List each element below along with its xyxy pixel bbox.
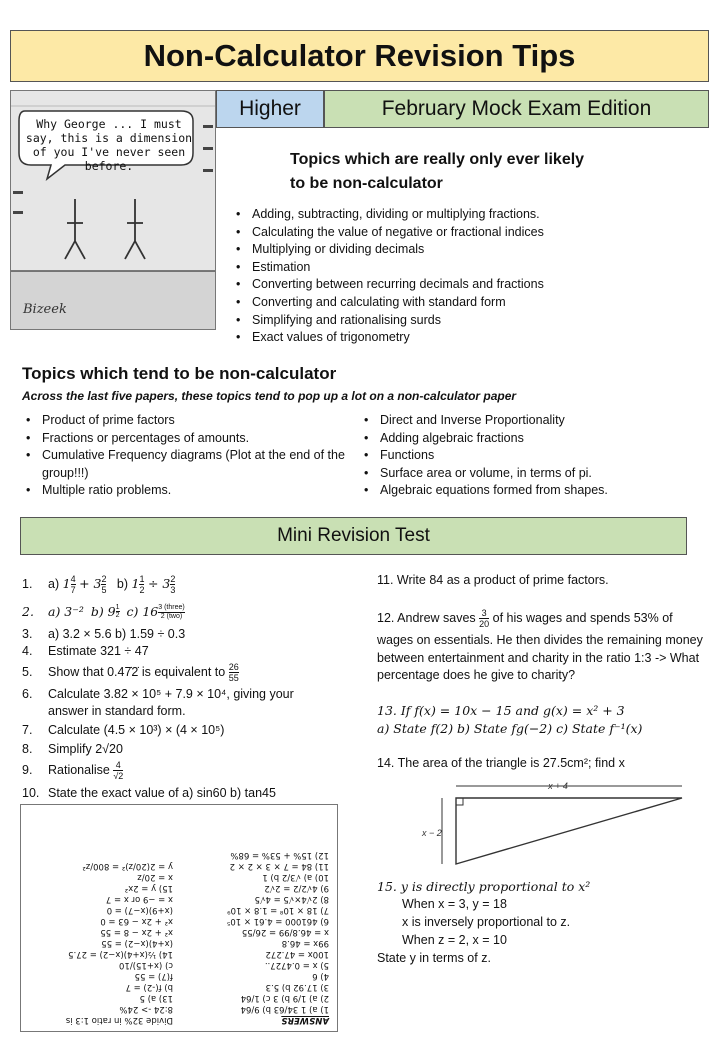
question-13-line-1: 13. If f(x) = 10x − 15 and g(x) = x² + 3 (377, 703, 625, 718)
question-9: 9. Rationalise $\frac{4}{√2}$ (22, 760, 124, 781)
question-11: 11. Write 84 as a product of prime factors. (377, 573, 609, 587)
question-5: 5. Show that 0.47̇2̇ is equivalent to $\frac{26}{55}$ (22, 662, 239, 683)
answer-line: x = 20/z (137, 872, 173, 882)
answers-rotated (21, 805, 337, 1031)
answer-line: (x+4)(x−2) = 55 (101, 938, 173, 948)
tend-non-calc-subheading: Across the last five papers, these topics tend to pop up a lot on a non-calculator paper (22, 389, 517, 403)
list-item: • Surface area or volume, in terms of pi. (360, 465, 710, 483)
mini-test-heading: Mini Revision Test (20, 517, 687, 555)
right-angle-marker (456, 798, 463, 805)
page-title: Non-Calculator Revision Tips (10, 30, 709, 82)
answers-panel (20, 804, 338, 1032)
answer-line: (x+9)(x−7) = 0 (106, 905, 173, 915)
question-15-line-1: 15. y is directly proportional to x² (377, 879, 591, 894)
question-7: 7. Calculate (4.5 × 10³) × (4 × 10⁵) (22, 723, 225, 737)
answer-line: 9) 4√2/2 = 2√2 (264, 883, 329, 893)
list-item: • Converting between recurring decimals and fractions (232, 276, 702, 294)
answer-line: 2) a) 1/9 b) 3 c) 1/64 (240, 993, 329, 1003)
question-12-rest: wages on essentials. He then divides the remaining money between entertainment and charity in the ratio 1:3 -> What percentage does he give to charity? (377, 633, 703, 683)
answer-line: 7) 18 × 10⁸ = 1.8 × 10⁹ (227, 905, 329, 915)
list-item: • Product of prime factors (22, 412, 352, 430)
answer-line: 8) 2√4×√5 = 4√5 (254, 894, 329, 904)
side-dimension-label: x − 2 (422, 828, 442, 838)
list-item: • Multiplying or dividing decimals (232, 241, 702, 259)
question-6-line-2: answer in standard form. (48, 704, 186, 718)
question-15-line-2: When x = 3, y = 18 (402, 897, 507, 911)
question-8: 8. Simplify 2√20 (22, 742, 123, 756)
answers-right-column (23, 860, 173, 1025)
answer-line: 11) 84 = 7 × 3 × 2 × 2 (229, 861, 329, 871)
question-15-line-3: x is inversely proportional to z. (402, 915, 571, 929)
answer-line: 14) ½(x+4)(x−2) = 27.5 (68, 949, 173, 959)
question-15-line-4: When z = 2, x = 10 (402, 933, 507, 947)
question-4: 4. Estimate 321 ÷ 47 (22, 644, 149, 658)
list-item: • Direct and Inverse Proportionality (360, 412, 710, 430)
question-6: 6. Calculate 3.82 × 10⁵ + 7.9 × 10⁴, giving your (22, 687, 294, 701)
tend-right-list (360, 412, 710, 500)
top-dimension-label: x + 4 (548, 781, 568, 791)
answer-line: f(7) = 55 (134, 971, 173, 981)
tend-non-calc-heading: Topics which tend to be non-calculator (22, 364, 337, 383)
answer-line: 3) 17.92 b) 5.3 (265, 982, 329, 992)
list-item: • Exact values of trigonometry (232, 329, 702, 347)
list-item: • Calculating the value of negative or fractional indices (232, 224, 702, 242)
answer-line: x = −9 or x = 7 (105, 894, 173, 904)
question-15-line-5: State y in terms of z. (377, 951, 491, 965)
cartoon-image (10, 90, 216, 330)
triangle-diagram (420, 778, 690, 870)
level-label: Higher (216, 90, 324, 128)
answer-line: c) (x+15)/10 (119, 960, 173, 970)
answer-line: 1) a) 1 34/63 b) 9/64 (240, 1004, 329, 1014)
answers-title: ANSWERS (281, 1015, 329, 1025)
answer-line: 5) x = 0.4727.. (264, 960, 329, 970)
question-13-line-2: a) State f(2) b) State fg(−2) c) State f⁻¹(x) (377, 721, 643, 736)
edition-label: February Mock Exam Edition (324, 90, 709, 128)
list-item: • Simplifying and rationalising surds (232, 312, 702, 330)
only-non-calc-list (232, 206, 702, 347)
answer-line: 6) 461000 = 4.61 × 10⁵ (226, 916, 329, 926)
list-item: • Multiple ratio problems. (22, 482, 352, 500)
list-item: • Adding algebraic fractions (360, 430, 710, 448)
answer-line: 100x = 47.272 (265, 949, 329, 959)
list-item: • Estimation (232, 259, 702, 277)
answer-line: x² + 2x − 63 = 0 (100, 916, 173, 926)
tend-left-list (22, 412, 352, 500)
question-12: 12. Andrew saves $\frac{3}{20}$ of his wages and spends 53% of (377, 608, 673, 629)
triangle-shape (456, 798, 682, 864)
list-item: • Cumulative Frequency diagrams (Plot at the end of the group!!!) (22, 447, 352, 482)
answer-line: 13) a) 5 (139, 993, 173, 1003)
list-item: • Algebraic equations formed from shapes. (360, 482, 710, 500)
answer-line: 12) 15% + 53% = 68% (230, 850, 329, 860)
question-2: 2. a) 3⁻² b) 9 $\frac{1}{2}$ c) 16 3 (three) 2 (two) (22, 604, 185, 620)
answer-line: x = 46.8/99 = 26/55 (241, 927, 329, 937)
answer-line: b) f(-2) = 7 (125, 982, 173, 992)
list-item: • Adding, subtracting, dividing or multiplying fractions. (232, 206, 702, 224)
answer-line: y = 2(20/z)² = 800/z² (82, 861, 173, 871)
question-10: 10. State the exact value of a) sin60 b) tan45 (22, 786, 276, 800)
answer-line: 15) y = 2x² (124, 883, 173, 893)
question-14: 14. The area of the triangle is 27.5cm²; find x (377, 756, 625, 770)
list-item: • Fractions or percentages of amounts. (22, 430, 352, 448)
answer-line: 99x = 46.8 (281, 938, 329, 948)
answer-line: Divide 32% in ratio 1:3 is (65, 1015, 173, 1025)
answers-left-column (179, 849, 329, 1025)
cartoon-caption: Why George ... I must say, this is a dimension of you I've never seen before. (25, 117, 193, 173)
list-item: • Functions (360, 447, 710, 465)
question-3: 3. a) 3.2 × 5.6 b) 1.59 ÷ 0.3 (22, 627, 186, 641)
cartoon-signature: Bizeek (23, 302, 67, 317)
answer-line: 10) a) √3/2 b) 1 (262, 872, 329, 882)
answer-line: x² + 2x − 8 = 55 (100, 927, 173, 937)
question-1: 1. a) 1 $\frac{4}{7}$ + 3 $\frac{2}{5}$ b) 1 $\frac{1}{2}$ ÷ 3 $\frac{2}{3}$ (22, 574, 176, 595)
answer-line: 4) 6 (312, 971, 329, 981)
answer-line: 8:24 -> 24% (119, 1004, 173, 1014)
only-non-calc-heading: Topics which are really only ever likely to be non-calculator (290, 151, 585, 192)
list-item: • Converting and calculating with standard form (232, 294, 702, 312)
